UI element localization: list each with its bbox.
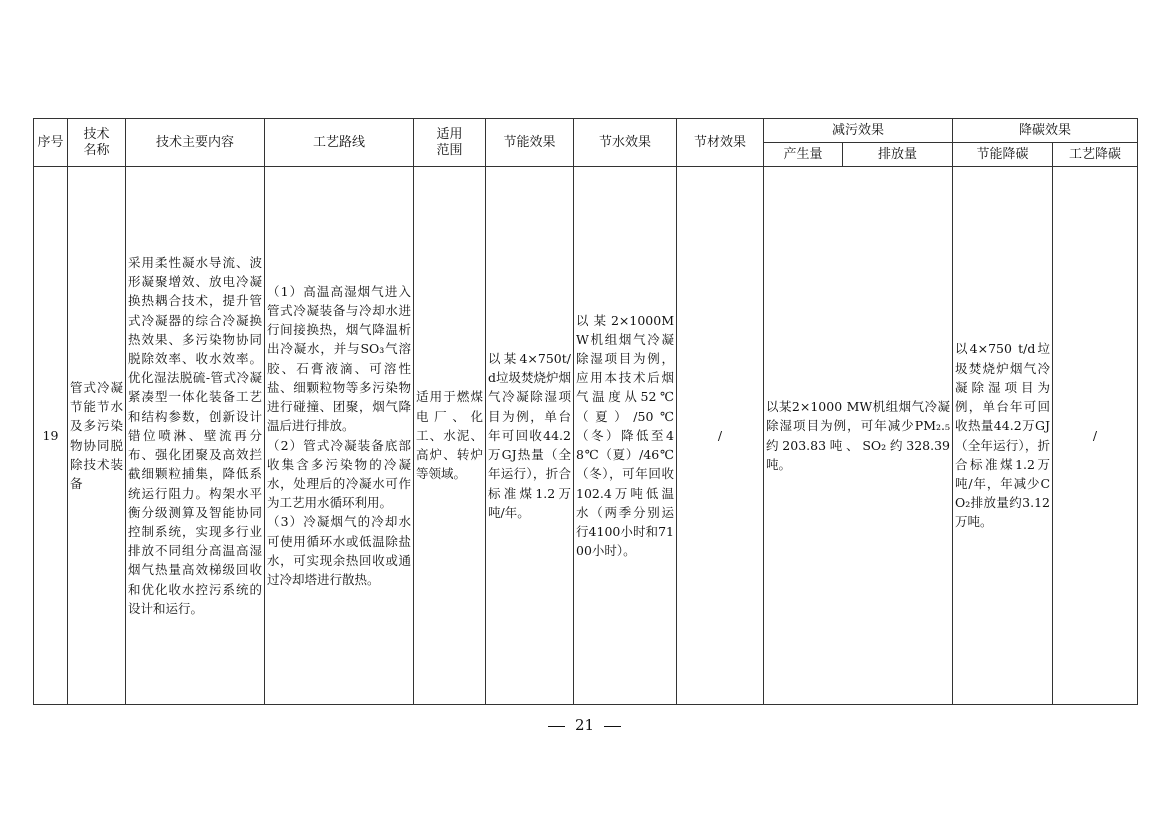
page-footer bbox=[0, 716, 1169, 734]
header-water: 节水效果 bbox=[574, 119, 677, 167]
header-carbon: 降碳效果 bbox=[953, 119, 1138, 143]
header-energy: 节能效果 bbox=[486, 119, 574, 167]
header-main-content: 技术主要内容 bbox=[126, 119, 265, 167]
process-step-2: （2）管式冷凝装备底部收集含多污染物的冷凝水，处理后的冷凝水可作为工艺用水循环利用。 bbox=[267, 437, 411, 511]
header-tech-name: 技术 名称 bbox=[68, 119, 126, 167]
cell-water: 以某2×1000MW机组烟气冷凝除湿项目为例，应用本技术后烟气温度从52℃（夏）/50℃（冬）降低至48℃（夏）/46℃（冬），可年回收102.4万吨低温水（两季分别运行4100小时和7100小时）。 bbox=[574, 167, 677, 705]
header-carbon-process: 工艺降碳 bbox=[1053, 143, 1138, 167]
header-pollution-generated: 产生量 bbox=[764, 143, 843, 167]
process-step-1: （1）高温高湿烟气进入管式冷凝装备与冷却水进行间接换热，烟气降温析出冷凝水，并与SO₃气溶胶、石膏液滴、可溶性盐、细颗粒物等多污染物进行碰撞、团聚，烟气降温后进行排放。 bbox=[267, 283, 411, 434]
cell-pollution: 以某2×1000 MW机组烟气冷凝除湿项目为例，可年减少PM₂.₅约203.83吨、SO₂约328.39吨。 bbox=[764, 167, 953, 705]
page-number: 21 bbox=[574, 716, 595, 734]
cell-seq: 19 bbox=[34, 167, 68, 705]
table-row bbox=[34, 167, 1138, 705]
header-pollution: 减污效果 bbox=[764, 119, 953, 143]
header-process: 工艺路线 bbox=[265, 119, 414, 167]
cell-energy: 以某4×750t/d垃圾焚烧炉烟气冷凝除湿项目为例，单台年可回收44.2万GJ热量（全年运行），折合标准煤1.2万吨/年。 bbox=[486, 167, 574, 705]
cell-tech-name: 管式冷凝节能节水及多污染物协同脱除技术装备 bbox=[68, 167, 126, 705]
header-pollution-emitted: 排放量 bbox=[843, 143, 953, 167]
cell-scope: 适用于燃煤电厂、化工、水泥、高炉、转炉等领域。 bbox=[414, 167, 486, 705]
process-step-3: （3）冷凝烟气的冷却水可使用循环水或低温除盐水，可实现余热回收或通过冷却塔进行散热。 bbox=[267, 514, 411, 587]
cell-carbon-process: / bbox=[1053, 167, 1138, 705]
header-seq: 序号 bbox=[34, 119, 68, 167]
cell-main-content: 采用柔性凝水导流、波形凝聚增效、放电冷凝换热耦合技术，提升管式冷凝器的综合冷凝换热效果、多污染物协同脱除效率、收水效率。优化湿法脱硫-管式冷凝紧凑型一体化装备工艺和结构参数，创新设计错位喷淋、壁流再分布、强化团聚及高效拦截细颗粒捕集，降低系统运行阻力。构架水平衡分级测算及智能协同控制系统，实现多行业排放不同组分高温高湿烟气热量高效梯级回收和优化收水控污系统的设计和运行。 bbox=[126, 167, 265, 705]
header-material: 节材效果 bbox=[677, 119, 764, 167]
technology-table bbox=[33, 118, 1138, 705]
footer-dash-left bbox=[548, 726, 565, 727]
header-scope: 适用 范围 bbox=[414, 119, 486, 167]
cell-process bbox=[265, 167, 414, 705]
header-carbon-energy: 节能降碳 bbox=[953, 143, 1053, 167]
cell-material: / bbox=[677, 167, 764, 705]
footer-dash-right bbox=[604, 726, 621, 727]
cell-carbon-energy: 以4×750 t/d垃圾焚烧炉烟气冷凝除湿项目为例，单台年可回收热量44.2万GJ（全年运行），折合标准煤1.2万吨/年，年减少CO₂排放量约3.12万吨。 bbox=[953, 167, 1053, 705]
